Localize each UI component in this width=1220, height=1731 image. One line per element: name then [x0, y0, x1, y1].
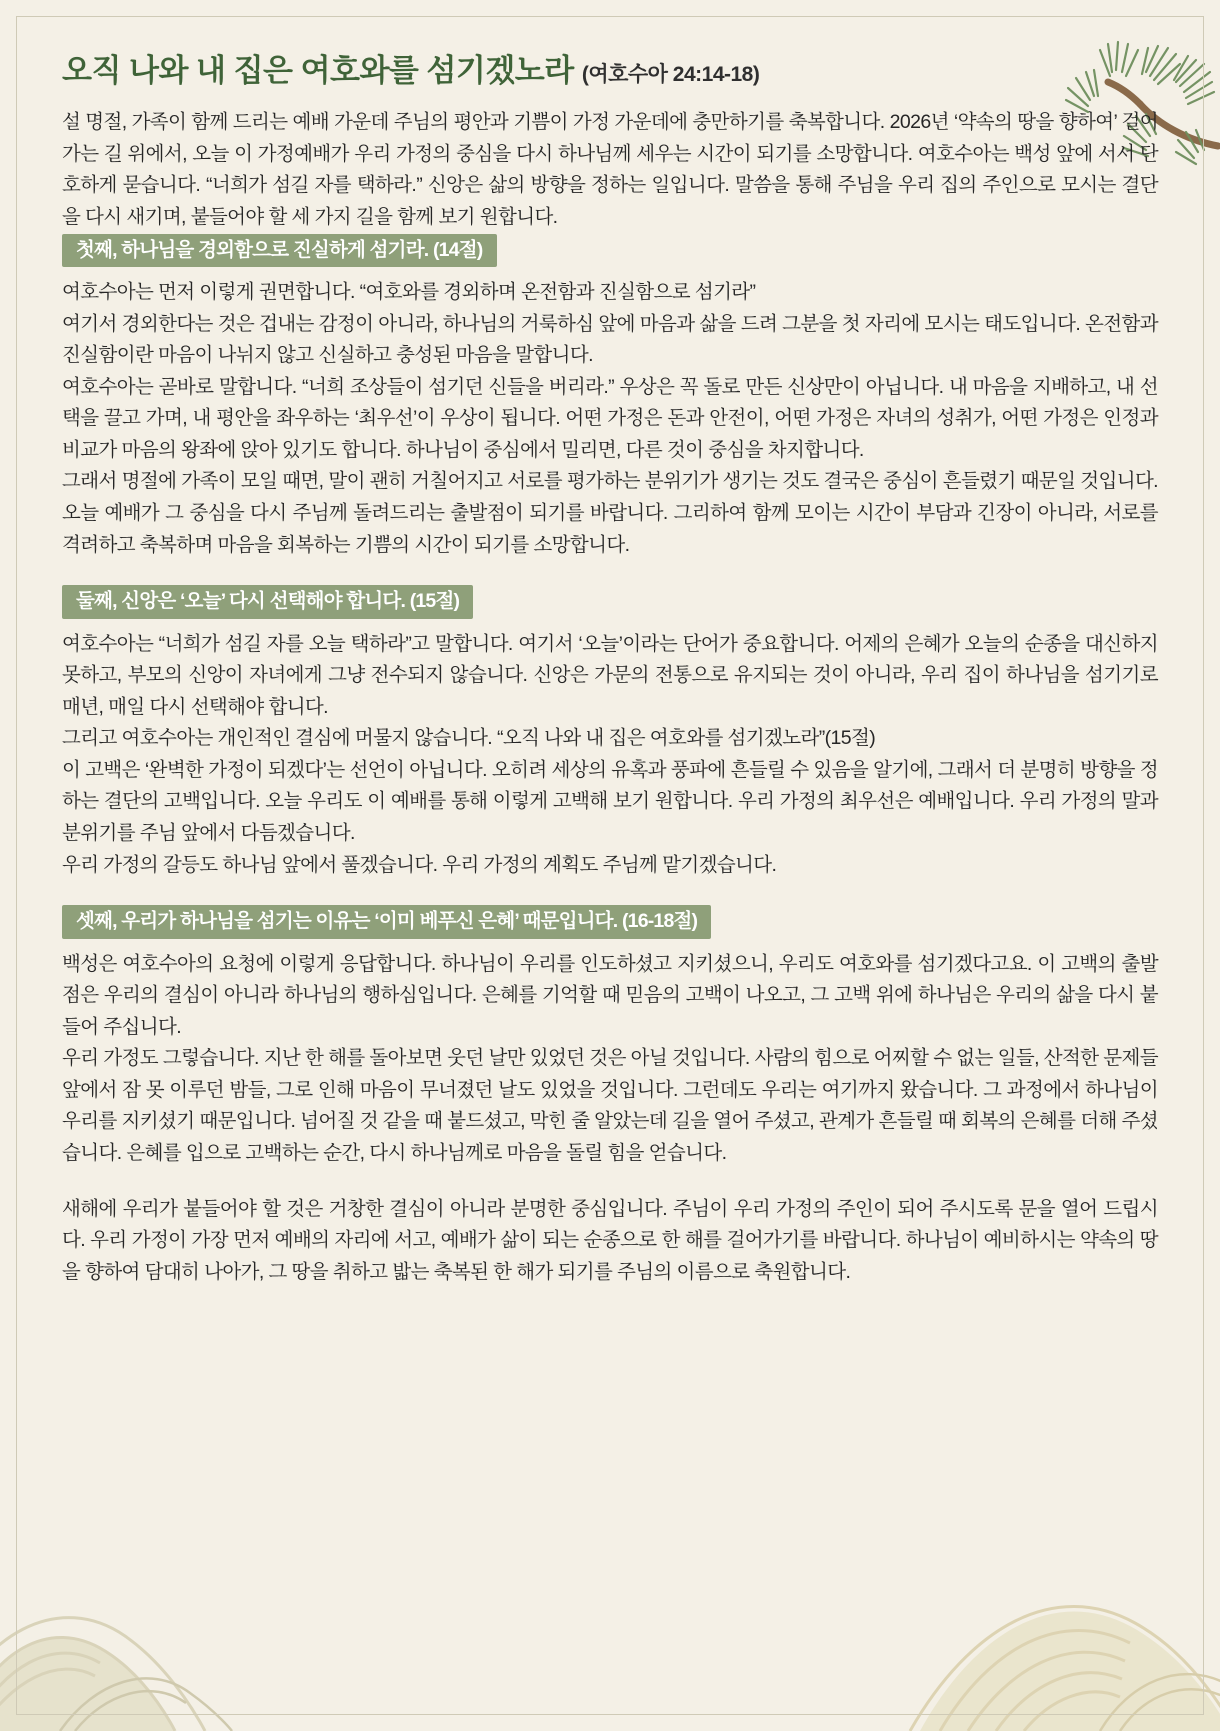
section-paragraph: 그리고 여호수아는 개인적인 결심에 머물지 않습니다. “오직 나와 내 집은 여호와를 섬기겠노라”(15절)	[62, 727, 876, 750]
section-paragraph: 우리 가정도 그렇습니다. 지난 한 해를 돌아보면 웃던 날만 있었던 것은 아닐 것입니다. 사람의 힘으로 어찌할 수 없는 일들, 산적한 문제들 앞에서 잠 못 이루던 밤들, 그로 인해 마음이 무너졌던 날도 있었을 것입니다. 그런데도 우리는 여기까지 왔습니다. 그 과정에서 하나님이 우리를 지키셨기 때문입니다. 넘어질 것 같을 때 붙드셨고, 막힌 줄 알았는데 길을 열어 주셨고, 관계가 흔들릴 때 회복의 은혜를 더해 주셨습니다. 은혜를 입으로 고백하는 순간, 다시 하나님께로 마음을 돌릴 힘을 얻습니다.	[62, 1047, 1158, 1165]
page-title	[62, 52, 1158, 89]
section-paragraph: 백성은 여호수아의 요청에 이렇게 응답합니다. 하나님이 우리를 인도하셨고 지키셨으니, 우리도 여호와를 섬기겠다고요. 이 고백의 출발점은 우리의 결심이 아니라 하나님의 행하심입니다. 은혜를 기억할 때 믿음의 고백이 나오고, 그 고백 위에 하나님은 우리의 삶을 다시 붙들어 주십니다.	[62, 952, 1158, 1038]
bottom-spacer	[62, 1288, 1158, 1408]
section-paragraph: 여기서 경외한다는 것은 겁내는 감정이 아니라, 하나님의 거룩하심 앞에 마음과 삶을 드려 그분을 첫 자리에 모시는 태도입니다. 온전함과 진실함이란 마음이 나뉘지 않고 신실하고 충성된 마음을 말합니다.	[62, 312, 1158, 367]
section-third	[62, 905, 1158, 1169]
section-first	[62, 234, 1158, 562]
section-paragraph: 그래서 명절에 가족이 모일 때면, 말이 괜히 거칠어지고 서로를 평가하는 분위기가 생기는 것도 결국은 중심이 흔들렸기 때문일 것입니다. 오늘 예배가 그 중심을 다시 주님께 돌려드리는 출발점이 되기를 바랍니다. 그리하여 함께 모이는 시간이 부담과 긴장이 아니라, 서로를 격려하고 축복하며 마음을 회복하는 기쁨의 시간이 되기를 소망합니다.	[62, 470, 1158, 556]
section-second	[62, 585, 1158, 881]
section-paragraph: 이 고백은 ‘완벽한 가정이 되겠다’는 선언이 아닙니다. 오히려 세상의 유혹과 풍파에 흔들릴 수 있음을 알기에, 그래서 더 분명히 방향을 정하는 결단의 고백입니다. 오늘 우리도 이 예배를 통해 이렇게 고백해 보기 원합니다. 우리 가정의 최우선은 예배입니다. 우리 가정의 말과 분위기를 주님 앞에서 다듬겠습니다.	[62, 758, 1158, 845]
section-heading: 둘째, 신앙은 ‘오늘’ 다시 선택해야 합니다. (15절)	[62, 585, 473, 618]
section-heading: 첫째, 하나님을 경외함으로 진실하게 섬기라. (14절)	[62, 234, 497, 267]
closing-paragraph: 새해에 우리가 붙들어야 할 것은 거창한 결심이 아니라 분명한 중심입니다. 주님이 우리 가정의 주인이 되어 주시도록 문을 열어 드립시다. 우리 가정이 가장 먼저 예배의 자리에 서고, 예배가 삶이 되는 순종으로 한 해를 걸어가기를 바랍니다. 하나님이 예비하시는 약속의 땅을 향하여 담대히 나아가, 그 땅을 취하고 밟는 축복된 한 해가 되기를 주님의 이름으로 축원합니다.	[62, 1197, 1158, 1283]
page-title-text: 오직 나와 내 집은 여호와를 섬기겠노라	[62, 53, 574, 88]
hills-left-decoration	[0, 1401, 330, 1731]
scripture-reference: (여호수아 24:14-18)	[581, 63, 760, 86]
section-paragraph: 우리 가정의 갈등도 하나님 앞에서 풀겠습니다. 우리 가정의 계획도 주님께 맡기겠습니다.	[62, 853, 777, 876]
intro-paragraph: 설 명절, 가족이 함께 드리는 예배 가운데 주님의 평안과 기쁨이 가정 가운데에 충만하기를 축복합니다. 2026년 ‘약속의 땅을 향하여’ 걸어가는 길 위에서, 오늘 이 가정예배가 우리 가정의 중심을 다시 하나님께 세우는 시간이 되기를 소망합니다. 여호수아는 백성 앞에 서서 단호하게 묻습니다. “너희가 섬길 자를 택하라.” 신앙은 삶의 방향을 정하는 일입니다. 말씀을 통해 주님을 우리 집의 주인으로 모시는 결단을 다시 새기며, 붙들어야 할 세 가지 길을 함께 보기 원합니다.	[62, 111, 1158, 228]
section-paragraph: 여호수아는 곧바로 말합니다. “너희 조상들이 섬기던 신들을 버리라.” 우상은 꼭 돌로 만든 신상만이 아닙니다. 내 마음을 지배하고, 내 선택을 끌고 가며, 내 평안을 좌우하는 ‘최우선’이 우상이 됩니다. 어떤 가정은 돈과 안전이, 어떤 가정은 자녀의 성취가, 어떤 가정은 인정과 비교가 마음의 왕좌에 앉아 있기도 합니다. 하나님이 중심에서 밀리면, 다른 것이 중심을 차지합니다.	[62, 375, 1158, 461]
section-paragraph: 여호수아는 먼저 이렇게 권면합니다. “여호와를 경외하며 온전함과 진실함으로 섬기라”	[62, 280, 756, 303]
section-heading: 셋째, 우리가 하나님을 섬기는 이유는 ‘이미 베푸신 은혜’ 때문입니다. (16-18절)	[62, 905, 711, 938]
section-paragraph: 여호수아는 “너희가 섬길 자를 오늘 택하라”고 말합니다. 여기서 ‘오늘’이라는 단어가 중요합니다. 어제의 은혜가 오늘의 순종을 대신하지 못하고, 부모의 신앙이 자녀에게 그냥 전수되지 않습니다. 신앙은 가문의 전통으로 유지되는 것이 아니라, 우리 집이 하나님을 섬기기로 매년, 매일 다시 선택해야 합니다.	[62, 632, 1158, 718]
